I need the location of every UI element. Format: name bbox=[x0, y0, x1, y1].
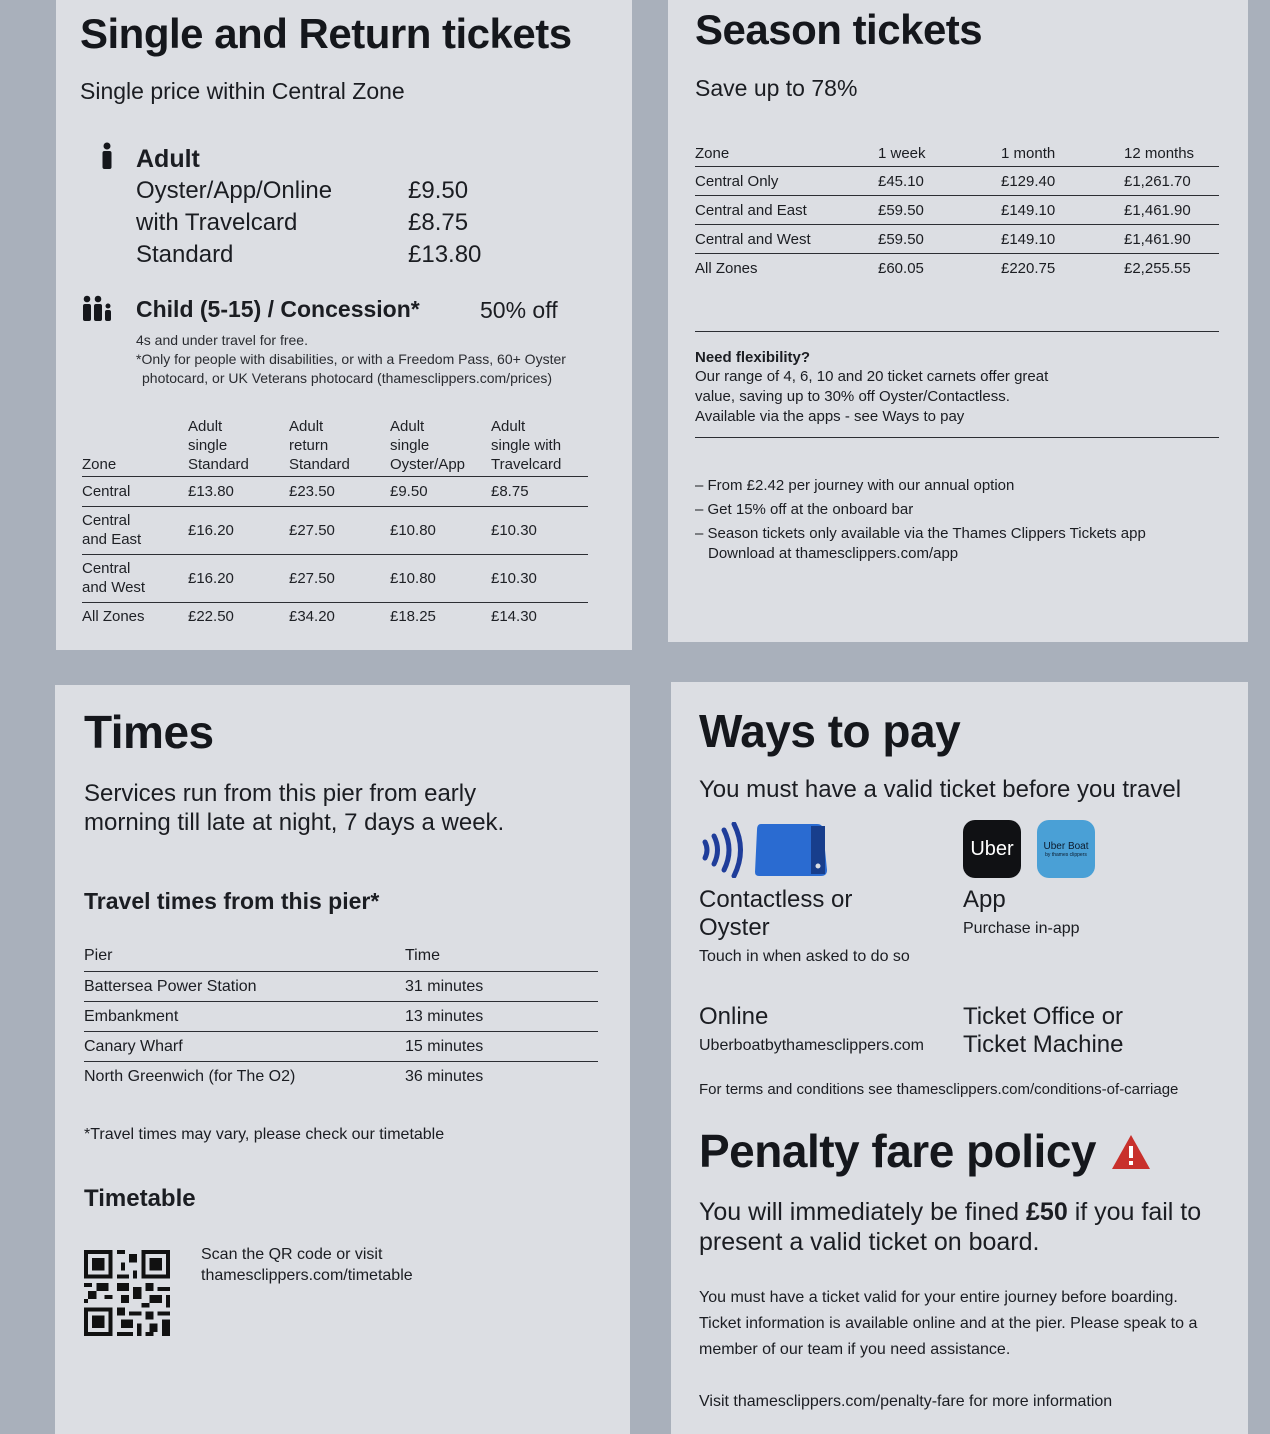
flexibility-line: value, saving up to 30% off Oyster/Contactless. bbox=[695, 388, 1010, 405]
ticket-office-heading-1: Ticket Office or bbox=[963, 1003, 1124, 1030]
flexibility-line: Available via the apps - see Ways to pay bbox=[695, 408, 965, 425]
pier-name: Canary Wharf bbox=[84, 1032, 405, 1062]
uber-boat-logo-subtext: by thames clippers bbox=[1045, 851, 1087, 858]
fare-header-adult-return-standard: Adult return Standard bbox=[289, 417, 350, 473]
travel-times-table bbox=[84, 947, 598, 1091]
travel-time: 15 minutes bbox=[405, 1032, 598, 1062]
table-row bbox=[84, 1062, 598, 1092]
adult-label-standard: Standard bbox=[136, 241, 234, 268]
fare-value: £27.50 bbox=[289, 554, 390, 602]
season-value: £220.75 bbox=[1001, 254, 1124, 283]
times-description-2: morning till late at night, 7 days a week. bbox=[84, 809, 505, 836]
adult-person-icon bbox=[100, 142, 114, 170]
fare-value: £22.50 bbox=[188, 602, 289, 630]
table-row bbox=[695, 196, 1219, 225]
fare-header-adult-single-travelcard: Adult single with Travelcard bbox=[491, 417, 562, 473]
ways-to-pay-subtitle: You must have a valid ticket before you travel bbox=[699, 776, 1182, 803]
season-value: £129.40 bbox=[1001, 167, 1124, 196]
adult-price-oyster: £9.50 bbox=[408, 177, 469, 204]
travel-times-heading: Travel times from this pier* bbox=[84, 888, 380, 914]
app-description: Purchase in-app bbox=[963, 920, 1080, 937]
travel-times-note: *Travel times may vary, please check our timetable bbox=[84, 1126, 445, 1143]
single-return-title: Single and Return tickets bbox=[80, 10, 572, 57]
season-bullet: Download at thamesclippers.com/app bbox=[708, 545, 959, 562]
season-header-zone: Zone bbox=[695, 145, 730, 162]
times-header-pier: Pier bbox=[84, 947, 113, 964]
fare-value: £27.50 bbox=[289, 506, 390, 554]
contactless-heading-1: Contactless or bbox=[699, 886, 853, 913]
timetable-url[interactable]: thamesclippers.com/timetable bbox=[201, 1267, 413, 1284]
note-concession-1: *Only for people with disabilities, or with a Freedom Pass, 60+ Oyster bbox=[136, 351, 566, 367]
season-bullet: – Get 15% off at the onboard bar bbox=[695, 501, 914, 518]
ticket-office-heading-2: Ticket Machine bbox=[963, 1031, 1124, 1058]
times-panel bbox=[55, 685, 630, 1434]
single-return-subtitle: Single price within Central Zone bbox=[80, 78, 405, 104]
season-table bbox=[695, 145, 1219, 282]
table-row bbox=[82, 554, 588, 602]
uber-boat-logo bbox=[1037, 820, 1095, 878]
season-value: £1,461.90 bbox=[1124, 225, 1219, 254]
single-return-panel bbox=[56, 0, 632, 650]
pier-name: North Greenwich (for The O2) bbox=[84, 1062, 405, 1092]
table-row bbox=[82, 476, 588, 506]
uber-logo-text: Uber bbox=[970, 837, 1014, 860]
note-under-4s: 4s and under travel for free. bbox=[136, 332, 308, 348]
table-row bbox=[82, 602, 588, 630]
table-row bbox=[695, 167, 1219, 196]
fare-value: £14.30 bbox=[491, 602, 588, 630]
season-value: £60.05 bbox=[878, 254, 1001, 283]
fare-value: £9.50 bbox=[390, 476, 491, 506]
table-row bbox=[695, 225, 1219, 254]
season-value: £1,461.90 bbox=[1124, 196, 1219, 225]
table-row bbox=[84, 1032, 598, 1062]
pier-name: Embankment bbox=[84, 1002, 405, 1032]
fare-value: £10.80 bbox=[390, 506, 491, 554]
terms-link[interactable]: For terms and conditions see thamesclippers.com/conditions-of-carriage bbox=[699, 1081, 1179, 1098]
uber-app-logo bbox=[963, 820, 1021, 878]
note-concession-2: photocard, or UK Veterans photocard (thamesclippers.com/prices) bbox=[142, 370, 553, 386]
travel-time: 36 minutes bbox=[405, 1062, 598, 1092]
travel-time: 31 minutes bbox=[405, 972, 598, 1002]
penalty-statement-2: present a valid ticket on board. bbox=[699, 1228, 1040, 1256]
app-heading: App bbox=[963, 886, 1006, 913]
penalty-info-line: Ticket information is available online and at the pier. Please speak to a bbox=[699, 1315, 1198, 1332]
fare-value: £23.50 bbox=[289, 476, 390, 506]
season-value: £149.10 bbox=[1001, 225, 1124, 254]
penalty-amount: £50 bbox=[1026, 1198, 1068, 1226]
table-row bbox=[695, 254, 1219, 283]
penalty-statement-text: if you fail to bbox=[1067, 1198, 1202, 1226]
timetable-heading: Timetable bbox=[84, 1185, 196, 1212]
fare-header-zone: Zone bbox=[82, 455, 117, 473]
season-header-year: 12 months bbox=[1124, 145, 1195, 162]
flexibility-line: Our range of 4, 6, 10 and 20 ticket carnets offer great bbox=[695, 368, 1049, 385]
season-value: £45.10 bbox=[878, 167, 1001, 196]
fare-value: £10.30 bbox=[491, 554, 588, 602]
qr-code-icon[interactable] bbox=[84, 1250, 170, 1336]
season-header-week: 1 week bbox=[878, 145, 926, 162]
penalty-info-link[interactable]: Visit thamesclippers.com/penalty-fare for more information bbox=[699, 1393, 1113, 1410]
times-header-time: Time bbox=[405, 947, 440, 964]
season-header-month: 1 month bbox=[1001, 145, 1056, 162]
times-table-header bbox=[84, 947, 598, 972]
table-row bbox=[82, 506, 588, 554]
penalty-info-line: You must have a ticket valid for your entire journey before boarding. bbox=[699, 1289, 1178, 1306]
online-url[interactable]: Uberboatbythamesclippers.com bbox=[699, 1037, 924, 1054]
child-concession-heading: Child (5-15) / Concession* bbox=[136, 296, 420, 322]
fare-header-adult-single-standard: Adult single Standard bbox=[188, 417, 249, 473]
uber-boat-logo-text: Uber Boat bbox=[1043, 840, 1089, 852]
fare-zone: Central bbox=[82, 476, 188, 506]
season-value: £149.10 bbox=[1001, 196, 1124, 225]
adult-price-standard: £13.80 bbox=[408, 241, 482, 268]
adult-price-travelcard: £8.75 bbox=[408, 209, 469, 236]
divider bbox=[695, 331, 1219, 332]
penalty-fare-title: Penalty fare policy bbox=[699, 1125, 1096, 1177]
contactless-heading-2: Oyster bbox=[699, 914, 770, 941]
season-value: £59.50 bbox=[878, 196, 1001, 225]
season-zone: Central and West bbox=[695, 225, 878, 254]
fare-value: £16.20 bbox=[188, 554, 289, 602]
penalty-statement-1 bbox=[699, 1198, 1201, 1227]
season-subtitle: Save up to 78% bbox=[695, 75, 858, 101]
oyster-card-icon bbox=[755, 822, 831, 878]
season-table-header bbox=[695, 145, 1219, 167]
season-bullet: – Season tickets only available via the Thames Clippers Tickets app bbox=[695, 525, 1146, 542]
pier-name: Battersea Power Station bbox=[84, 972, 405, 1002]
travel-time: 13 minutes bbox=[405, 1002, 598, 1032]
fare-zone: Central and West bbox=[82, 554, 188, 602]
adult-label-oyster: Oyster/App/Online bbox=[136, 177, 333, 204]
qr-instruction: Scan the QR code or visit bbox=[201, 1246, 383, 1263]
season-value: £2,255.55 bbox=[1124, 254, 1219, 283]
child-discount: 50% off bbox=[480, 297, 558, 323]
season-value: £59.50 bbox=[878, 225, 1001, 254]
times-description-1: Services run from this pier from early bbox=[84, 780, 477, 807]
season-zone: Central Only bbox=[695, 167, 878, 196]
ways-to-pay-panel bbox=[671, 682, 1248, 1434]
table-row bbox=[84, 1002, 598, 1032]
fare-value: £18.25 bbox=[390, 602, 491, 630]
fare-value: £16.20 bbox=[188, 506, 289, 554]
season-zone: Central and East bbox=[695, 196, 878, 225]
season-zone: All Zones bbox=[695, 254, 878, 283]
fare-header-adult-single-oyster: Adult single Oyster/App bbox=[390, 417, 466, 473]
ways-to-pay-title: Ways to pay bbox=[699, 705, 961, 757]
fare-value: £10.80 bbox=[390, 554, 491, 602]
fare-value: £8.75 bbox=[491, 476, 588, 506]
fare-value: £13.80 bbox=[188, 476, 289, 506]
season-bullet: – From £2.42 per journey with our annual option bbox=[695, 477, 1015, 494]
flexibility-heading: Need flexibility? bbox=[695, 349, 811, 366]
season-value: £1,261.70 bbox=[1124, 167, 1219, 196]
divider bbox=[695, 437, 1219, 438]
fare-zone: All Zones bbox=[82, 602, 188, 630]
season-title: Season tickets bbox=[695, 6, 983, 53]
penalty-info-line: member of our team if you need assistance. bbox=[699, 1341, 1011, 1358]
online-heading: Online bbox=[699, 1003, 769, 1030]
table-row bbox=[84, 972, 598, 1002]
times-title: Times bbox=[84, 706, 214, 758]
penalty-statement-text: You will immediately be fined bbox=[699, 1198, 1027, 1226]
fare-table-header bbox=[82, 416, 588, 476]
fare-zone: Central and East bbox=[82, 506, 188, 554]
adult-heading: Adult bbox=[136, 145, 200, 173]
single-return-fare-table bbox=[82, 416, 588, 630]
adult-label-travelcard: with Travelcard bbox=[136, 209, 298, 236]
contactless-icon bbox=[699, 822, 745, 878]
contactless-description: Touch in when asked to do so bbox=[699, 948, 910, 965]
season-tickets-panel bbox=[668, 0, 1248, 642]
family-icon bbox=[82, 295, 114, 323]
fare-value: £34.20 bbox=[289, 602, 390, 630]
warning-icon bbox=[1111, 1134, 1151, 1170]
fare-value: £10.30 bbox=[491, 506, 588, 554]
